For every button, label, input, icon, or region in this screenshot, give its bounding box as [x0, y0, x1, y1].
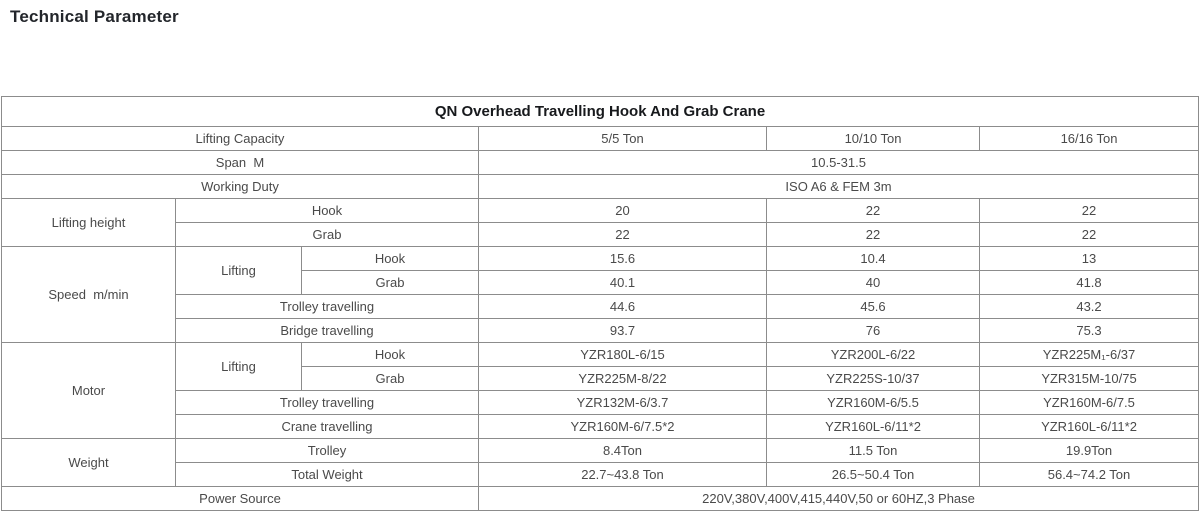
- speed-trolley-travelling-label: Trolley travelling: [176, 295, 479, 319]
- speed-label: Speed m/min: [2, 247, 176, 343]
- lifting-capacity-col-3: 16/16 Ton: [980, 127, 1199, 151]
- lifting-height-hook-label: Hook: [176, 199, 479, 223]
- lifting-capacity-col-2: 10/10 Ton: [767, 127, 980, 151]
- weight-trolley-label: Trolley: [176, 439, 479, 463]
- technical-parameter-table: [1, 96, 1199, 511]
- motor-lifting-hook-label: Hook: [302, 343, 479, 367]
- table-row: [2, 415, 1199, 439]
- motor-trolley-travelling-col-2: YZR160M-6/5.5: [767, 391, 980, 415]
- motor-lifting-grab-col-3: YZR315M-10/75: [980, 367, 1199, 391]
- motor-crane-travelling-col-2: YZR160L-6/11*2: [767, 415, 980, 439]
- lifting-height-hook-col-3: 22: [980, 199, 1199, 223]
- motor-label: Motor: [2, 343, 176, 439]
- speed-lifting-hook-col-1: 15.6: [479, 247, 767, 271]
- lifting-height-grab-col-3: 22: [980, 223, 1199, 247]
- lifting-height-label: Lifting height: [2, 199, 176, 247]
- table-row: [2, 487, 1199, 511]
- lifting-height-grab-label: Grab: [176, 223, 479, 247]
- table-row: [2, 127, 1199, 151]
- speed-bridge-travelling-label: Bridge travelling: [176, 319, 479, 343]
- table-row: [2, 175, 1199, 199]
- motor-lifting-hook-col-1: YZR180L-6/15: [479, 343, 767, 367]
- motor-lifting-hook-col-3: YZR225M₁-6/37: [980, 343, 1199, 367]
- weight-label: Weight: [2, 439, 176, 487]
- power-source-label: Power Source: [2, 487, 479, 511]
- table-header-row: [2, 97, 1199, 127]
- weight-trolley-col-1: 8.4Ton: [479, 439, 767, 463]
- span-label: Span M: [2, 151, 479, 175]
- speed-bridge-travelling-col-1: 93.7: [479, 319, 767, 343]
- lifting-capacity-col-1: 5/5 Ton: [479, 127, 767, 151]
- speed-trolley-travelling-col-1: 44.6: [479, 295, 767, 319]
- power-source-value: 220V,380V,400V,415,440V,50 or 60HZ,3 Phase: [479, 487, 1199, 511]
- motor-lifting-grab-col-1: YZR225M-8/22: [479, 367, 767, 391]
- weight-total-col-2: 26.5~50.4 Ton: [767, 463, 980, 487]
- speed-lifting-label: Lifting: [176, 247, 302, 295]
- motor-trolley-travelling-col-1: YZR132M-6/3.7: [479, 391, 767, 415]
- table-row: [2, 391, 1199, 415]
- speed-lifting-grab-col-1: 40.1: [479, 271, 767, 295]
- motor-trolley-travelling-label: Trolley travelling: [176, 391, 479, 415]
- speed-trolley-travelling-col-3: 43.2: [980, 295, 1199, 319]
- weight-trolley-col-3: 19.9Ton: [980, 439, 1199, 463]
- motor-trolley-travelling-col-3: YZR160M-6/7.5: [980, 391, 1199, 415]
- table-row: [2, 199, 1199, 223]
- weight-total-label: Total Weight: [176, 463, 479, 487]
- speed-lifting-grab-col-2: 40: [767, 271, 980, 295]
- speed-bridge-travelling-col-3: 75.3: [980, 319, 1199, 343]
- speed-lifting-hook-label: Hook: [302, 247, 479, 271]
- motor-lifting-label: Lifting: [176, 343, 302, 391]
- lifting-height-hook-col-1: 20: [479, 199, 767, 223]
- working-duty-value: ISO A6 & FEM 3m: [479, 175, 1199, 199]
- table-row: [2, 343, 1199, 367]
- motor-crane-travelling-col-3: YZR160L-6/11*2: [980, 415, 1199, 439]
- table-title: QN Overhead Travelling Hook And Grab Crane: [2, 97, 1199, 127]
- speed-lifting-hook-col-3: 13: [980, 247, 1199, 271]
- speed-lifting-grab-label: Grab: [302, 271, 479, 295]
- lifting-capacity-label: Lifting Capacity: [2, 127, 479, 151]
- weight-total-col-3: 56.4~74.2 Ton: [980, 463, 1199, 487]
- table-row: [2, 319, 1199, 343]
- lifting-height-grab-col-2: 22: [767, 223, 980, 247]
- lifting-height-hook-col-2: 22: [767, 199, 980, 223]
- working-duty-label: Working Duty: [2, 175, 479, 199]
- weight-total-col-1: 22.7~43.8 Ton: [479, 463, 767, 487]
- lifting-height-grab-col-1: 22: [479, 223, 767, 247]
- motor-lifting-grab-col-2: YZR225S-10/37: [767, 367, 980, 391]
- speed-lifting-hook-col-2: 10.4: [767, 247, 980, 271]
- table-row: [2, 439, 1199, 463]
- table-row: [2, 463, 1199, 487]
- table-row: [2, 151, 1199, 175]
- motor-crane-travelling-col-1: YZR160M-6/7.5*2: [479, 415, 767, 439]
- speed-lifting-grab-col-3: 41.8: [980, 271, 1199, 295]
- speed-trolley-travelling-col-2: 45.6: [767, 295, 980, 319]
- weight-trolley-col-2: 11.5 Ton: [767, 439, 980, 463]
- table-row: [2, 223, 1199, 247]
- motor-crane-travelling-label: Crane travelling: [176, 415, 479, 439]
- table-row: [2, 247, 1199, 271]
- span-value: 10.5-31.5: [479, 151, 1199, 175]
- table-row: [2, 295, 1199, 319]
- speed-bridge-travelling-col-2: 76: [767, 319, 980, 343]
- page-title: Technical Parameter: [10, 7, 179, 26]
- motor-lifting-grab-label: Grab: [302, 367, 479, 391]
- motor-lifting-hook-col-2: YZR200L-6/22: [767, 343, 980, 367]
